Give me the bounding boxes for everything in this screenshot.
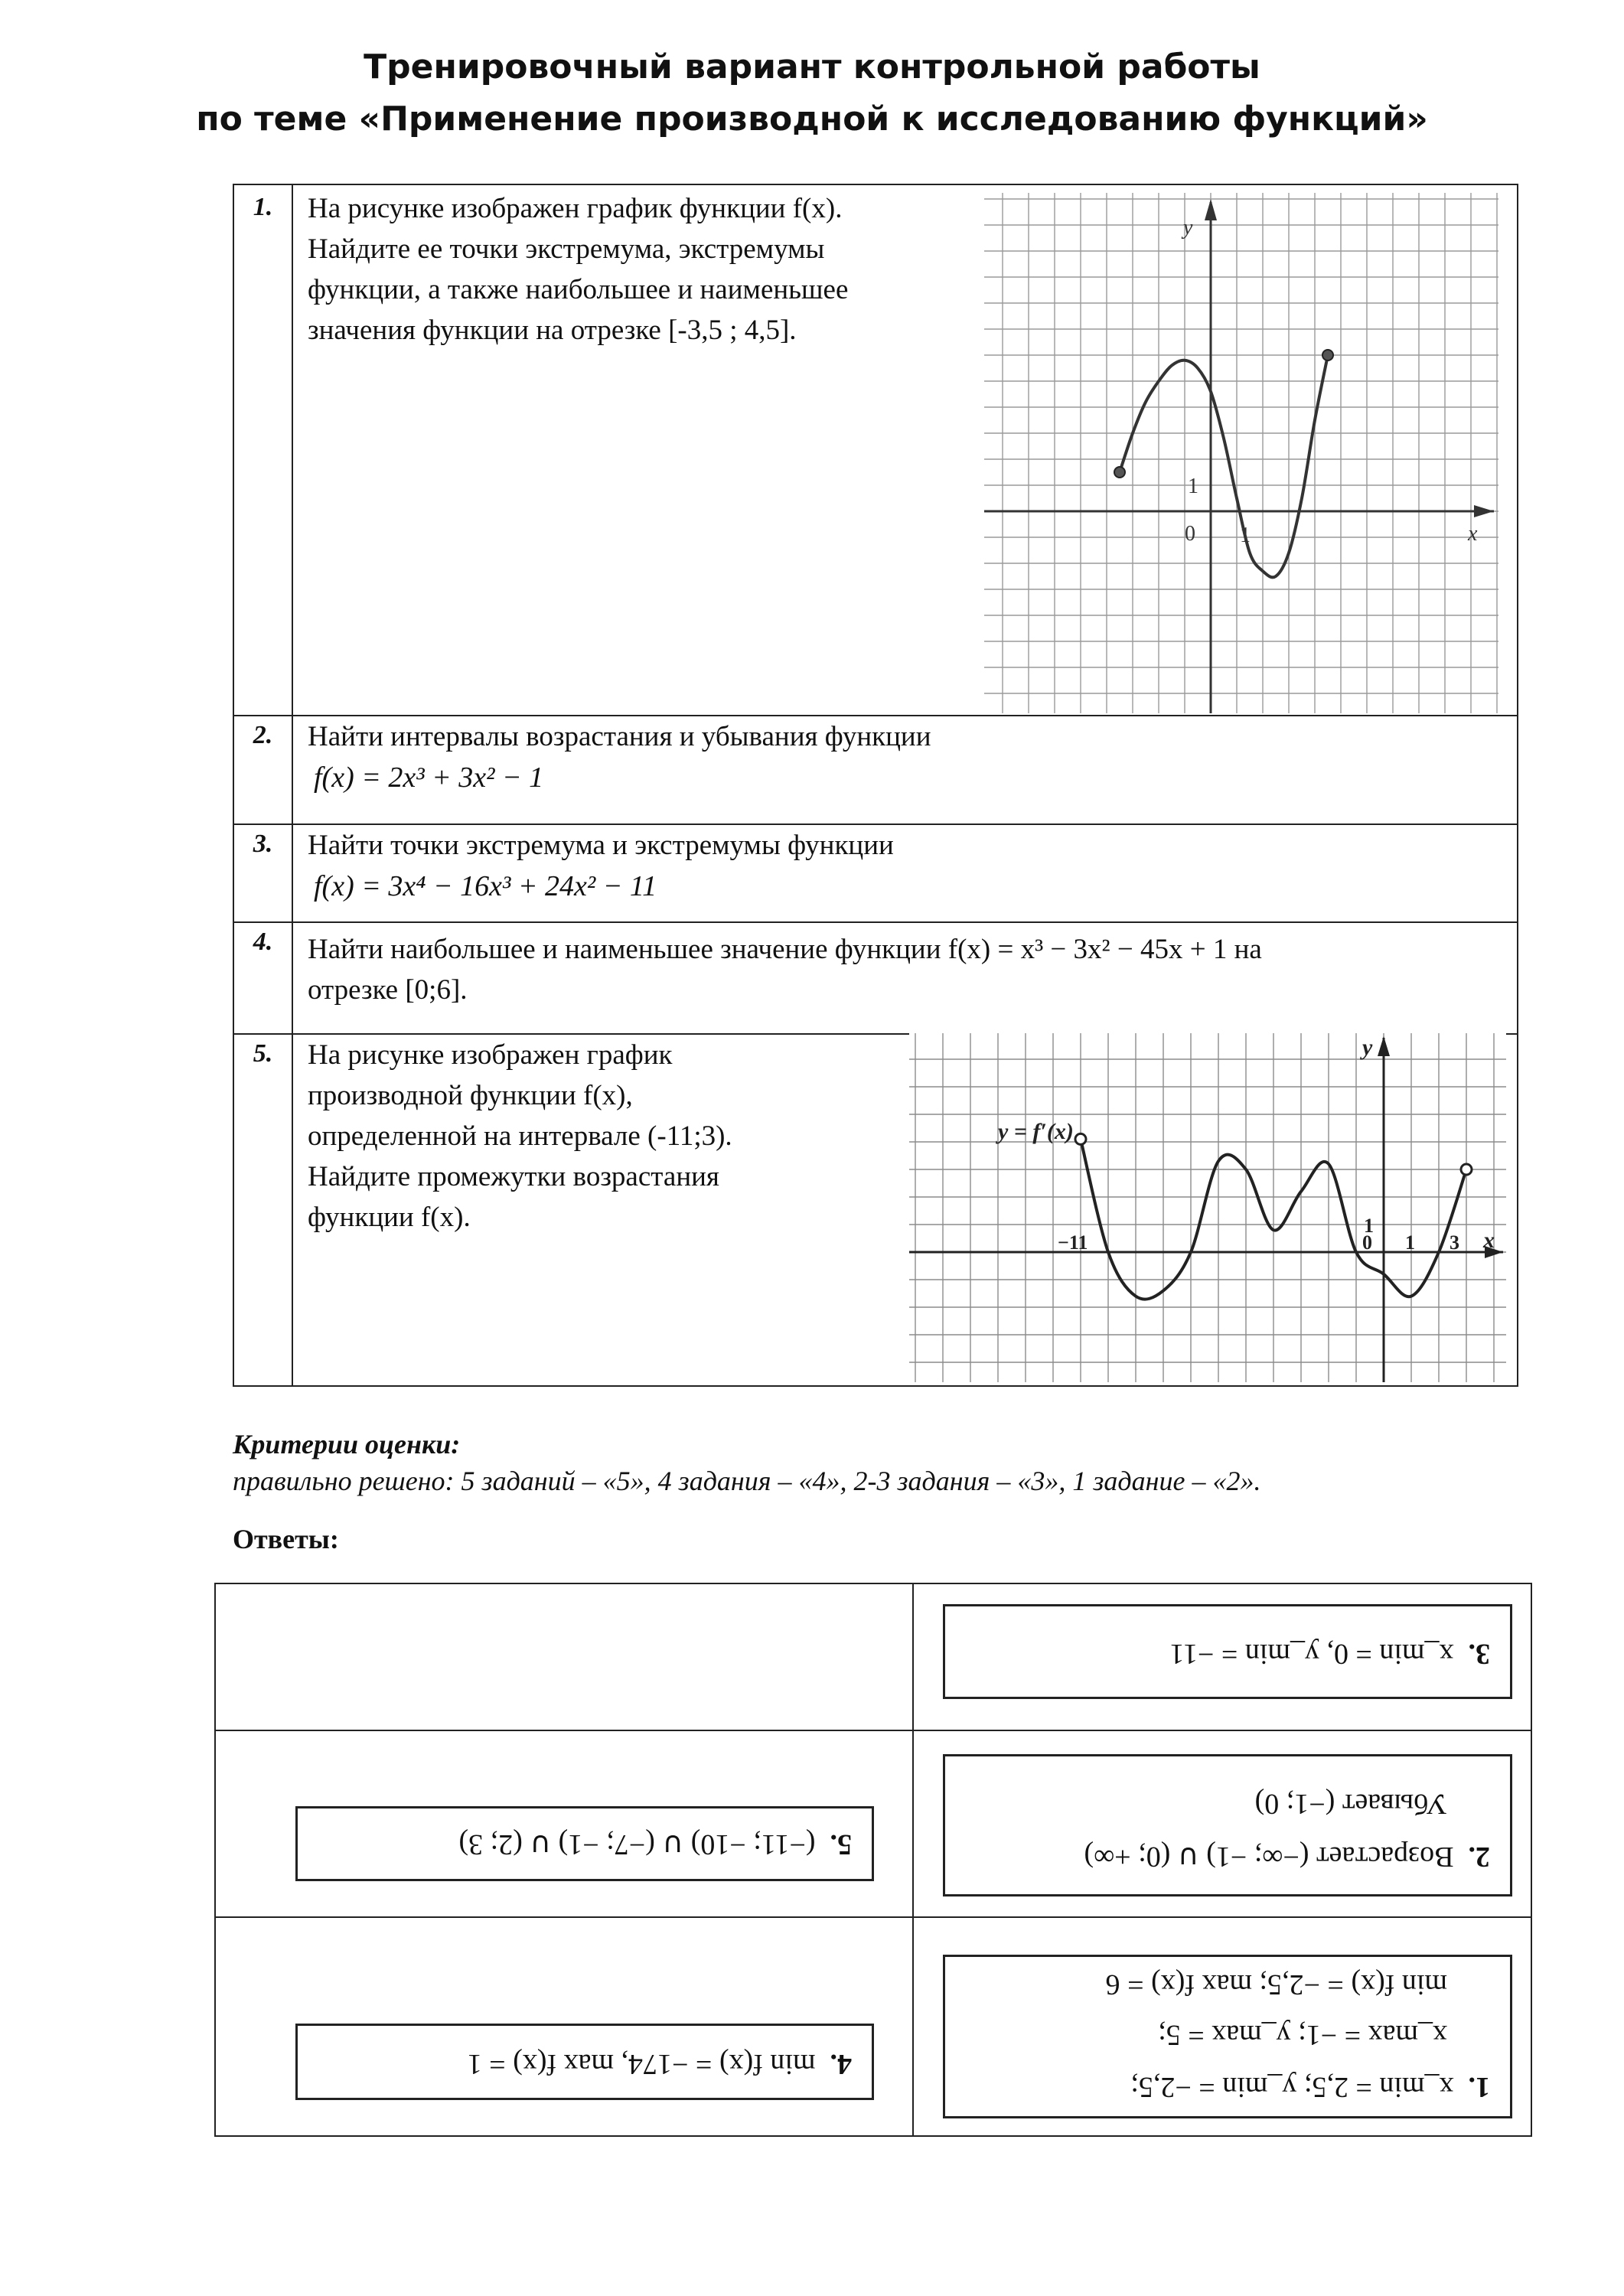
task-number: 3.	[253, 830, 273, 858]
answer-number: 1.	[1468, 2071, 1490, 2103]
x-tick-label: 3	[1450, 1231, 1459, 1254]
task-text-line: Найдите ее точки экстремума, экстремумы	[308, 233, 825, 265]
task-text-line: На рисунке изображен график	[308, 1039, 673, 1071]
answer-1-max: x_max = −1; y_max = 5;	[1158, 2019, 1447, 2051]
task-text-line: определенной на интервале (-11;3).	[308, 1120, 732, 1152]
criteria-heading: Критерии оценки:	[233, 1429, 461, 1459]
answers-row-divider	[216, 1730, 1531, 1731]
task-text-line: отрезке [0;6].	[308, 974, 468, 1006]
page-title-line2: по теме «Применение производной к исследованию функций»	[196, 99, 1428, 139]
task-text-line: производной функции f(x),	[308, 1080, 633, 1111]
answer-1-min: x_min = 2,5; y_min = −2,5;	[1130, 2071, 1454, 2103]
endpoint-right	[1322, 350, 1333, 360]
x-axis-label: x	[1483, 1228, 1495, 1253]
answer-1-extremes: min f(x) = −2,5; max f(x) = 6	[1105, 1968, 1447, 2001]
task-2-text: Найти интервалы возрастания и убывания функции	[308, 721, 931, 752]
task-2-formula: f(x) = 2x³ + 3x² − 1	[314, 762, 544, 794]
function-graph	[984, 193, 1498, 713]
answers-row-divider	[216, 1916, 1531, 1918]
y-axis-arrow	[1205, 199, 1217, 220]
y-tick-label: 1	[1364, 1215, 1374, 1237]
x-tick-label: 1	[1240, 523, 1251, 547]
answer-5-text: (−11; −10) ∪ (−7; −1) ∪ (2; 3)	[458, 1828, 816, 1861]
task-number: 2.	[253, 721, 273, 749]
task-5-text	[308, 1035, 732, 1238]
x-tick-label: −11	[1058, 1231, 1088, 1254]
task-text-line: Найдите промежутки возрастания	[308, 1161, 719, 1192]
task-text-line: Найти наибольшее и наименьшее значение функции f(x) = x³ − 3x² − 45x + 1 на	[308, 934, 1262, 965]
origin-label: 0	[1185, 522, 1195, 546]
derivative-graph-svg	[909, 1033, 1506, 1382]
table-column-divider	[292, 185, 293, 1385]
answer-4-text: min f(x) = −174, max f(x) = 1	[467, 2048, 816, 2080]
page-title-line1: Тренировочный вариант контрольной работы	[364, 47, 1260, 86]
answer-number: 4.	[830, 2048, 852, 2080]
task-text-line: функции, а также наибольшее и наименьшее	[308, 274, 849, 305]
task-4-text	[308, 929, 1262, 1010]
answer-5-box	[295, 1806, 874, 1881]
answer-number: 3.	[1468, 1638, 1490, 1670]
function-curve	[1120, 355, 1328, 577]
task-text-line: На рисунке изображен график функции f(x).	[308, 193, 843, 224]
open-endpoint-left	[1075, 1133, 1086, 1144]
answers-column-divider	[912, 1584, 914, 2135]
y-axis-arrow	[1378, 1036, 1390, 1056]
task-3-formula: f(x) = 3x⁴ − 16x³ + 24x² − 11	[314, 870, 657, 902]
criteria-text: правильно решено: 5 заданий – «5», 4 задания – «4», 2-3 задания – «3», 1 задание – «2».	[233, 1466, 1261, 1496]
answer-1-box	[943, 1955, 1512, 2118]
answers-title: Ответы:	[233, 1524, 339, 1554]
task-number: 4.	[253, 928, 273, 956]
answer-number: 5.	[830, 1828, 852, 1861]
answer-number: 2.	[1468, 1841, 1490, 1873]
answer-4-box	[295, 2024, 874, 2100]
x-axis-label: x	[1468, 522, 1478, 546]
task-number: 5.	[253, 1039, 273, 1068]
curve-label: y = f′(x)	[998, 1119, 1074, 1144]
function-graph-svg	[984, 193, 1498, 713]
answer-3-box	[943, 1604, 1512, 1699]
row-divider	[234, 921, 1517, 923]
x-tick-label: 0	[1362, 1231, 1372, 1254]
y-tick-label: 1	[1188, 475, 1198, 498]
answers-table	[214, 1583, 1532, 2137]
task-1-text	[308, 188, 848, 351]
x-tick-label: 1	[1405, 1231, 1415, 1254]
x-axis-arrow	[1474, 505, 1494, 517]
y-axis-label: y	[1362, 1035, 1373, 1060]
answer-2-increasing: Возрастает (−∞; −1) ∪ (0; +∞)	[1084, 1841, 1454, 1873]
task-3-text: Найти точки экстремума и экстремумы функции	[308, 830, 894, 861]
task-number: 1.	[253, 193, 273, 221]
derivative-graph	[909, 1033, 1506, 1382]
answer-3-text: x_min = 0, y_min = −11	[1169, 1638, 1454, 1670]
task-text-line: значения функции на отрезке [-3,5 ; 4,5].	[308, 315, 797, 346]
endpoint-left	[1114, 467, 1125, 478]
answer-2-box	[943, 1754, 1512, 1896]
task-text-line: функции f(x).	[308, 1202, 471, 1233]
y-axis-label: y	[1183, 216, 1193, 240]
answer-2-decreasing: Убывает (−1; 0)	[1254, 1788, 1447, 1820]
open-endpoint-right	[1461, 1164, 1472, 1175]
